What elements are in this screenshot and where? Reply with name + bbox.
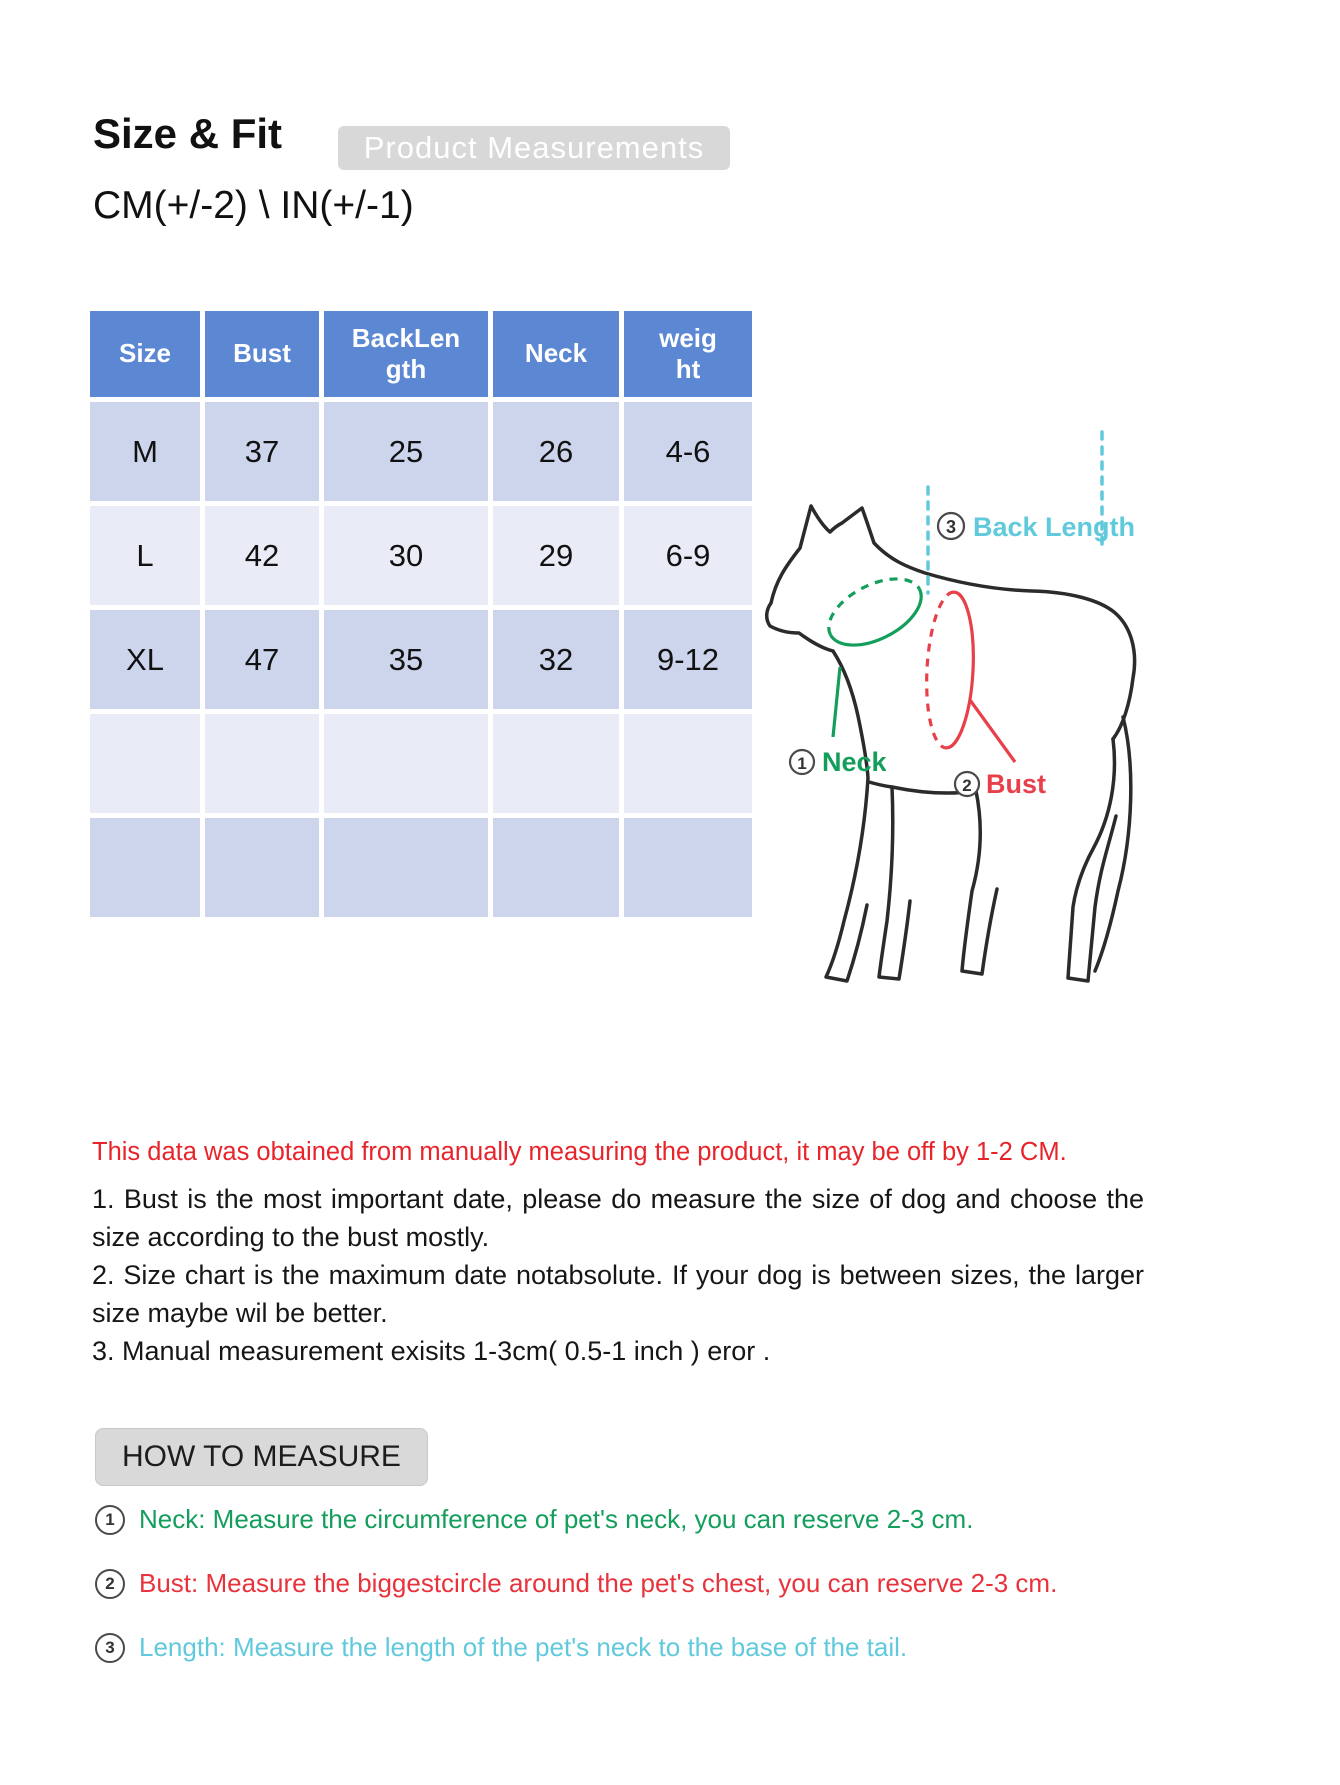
column-header-size (90, 311, 200, 397)
note-item: 1. Bust is the most important date, please do measure the size of dog and choose the size according to the bust mostly. (92, 1184, 1144, 1252)
column-header-bust (205, 311, 319, 397)
back-length-label-text: Back Length (973, 512, 1136, 542)
units-note: CM(+/-2) \ IN(+/-1) (93, 184, 414, 227)
column-header-label: Size (118, 338, 172, 369)
circled-2-icon: 2 (962, 776, 972, 795)
table-row-empty (90, 818, 752, 917)
cell-bust: 47 (205, 610, 319, 709)
cell-bust: 37 (205, 402, 319, 501)
disclaimer-text: This data was obtained from manually measuring the product, it may be off by 1-2 CM. (92, 1138, 1067, 1166)
cell-backlength: 30 (324, 506, 488, 605)
cell-size (90, 818, 200, 917)
bust-pointer-line (970, 700, 1015, 762)
column-header-weight (624, 311, 752, 397)
circled-1-icon: 1 (797, 754, 807, 773)
step-text: Neck: Measure the circumference of pet's neck, you can reserve 2-3 cm. (139, 1504, 974, 1534)
column-header-label: Bust (233, 338, 291, 369)
note-item: 3. Manual measurement exisits 1-3cm( 0.5-1 inch ) eror . (92, 1336, 771, 1366)
cell-size (90, 714, 200, 813)
table-row-empty (90, 714, 752, 813)
how-to-measure-heading: HOW TO MEASURE (95, 1428, 428, 1486)
measure-step-neck (95, 1504, 973, 1535)
product-measurements-badge: Product Measurements (338, 126, 730, 170)
cell-neck: 32 (493, 610, 619, 709)
column-header-label: weight (659, 322, 717, 384)
table-row-l (90, 506, 752, 605)
note-item: 2. Size chart is the maximum date notabsolute. If your dog is between sizes, the larger size maybe wil be better. (92, 1260, 1144, 1328)
circled-3-icon: 3 (95, 1633, 125, 1663)
bust-measure-ellipse (923, 591, 1015, 762)
column-header-label: Neck (524, 338, 588, 369)
measure-step-bust (95, 1568, 1057, 1599)
column-header-label: BackLength (351, 322, 461, 384)
circled-2-icon: 2 (95, 1569, 125, 1599)
step-text: Length: Measure the length of the pet's neck to the base of the tail. (139, 1632, 908, 1662)
cell-neck: 29 (493, 506, 619, 605)
table-header-row (90, 311, 752, 397)
cell-backlength: 25 (324, 402, 488, 501)
neck-label (790, 747, 888, 777)
cell-bust: 42 (205, 506, 319, 605)
cell-neck (493, 818, 619, 917)
neck-label-text: Neck (822, 747, 887, 777)
cell-neck (493, 714, 619, 813)
cell-neck: 26 (493, 402, 619, 501)
cell-size: M (90, 402, 200, 501)
cell-bust (205, 714, 319, 813)
cell-bust (205, 818, 319, 917)
circled-1-icon: 1 (95, 1505, 125, 1535)
dog-measurement-diagram (680, 420, 1140, 1010)
bust-label-text: Bust (986, 769, 1046, 799)
cell-weight: 6-9 (624, 506, 752, 605)
column-header-backlength (324, 311, 488, 397)
cell-size: L (90, 506, 200, 605)
cell-backlength: 35 (324, 610, 488, 709)
cell-weight: 9-12 (624, 610, 752, 709)
back-length-label (938, 512, 1135, 542)
notes-list (92, 1180, 1144, 1370)
table-row-xl (90, 610, 752, 709)
neck-pointer-line (833, 667, 840, 737)
page-title: Size & Fit (93, 110, 283, 157)
bust-label (955, 769, 1046, 799)
column-header-neck (493, 311, 619, 397)
circled-3-icon: 3 (945, 517, 957, 537)
neck-measure-ellipse (818, 565, 932, 737)
cell-backlength (324, 714, 488, 813)
size-chart-table (85, 306, 757, 922)
measure-step-length (95, 1632, 907, 1663)
cell-backlength (324, 818, 488, 917)
dog-outline (767, 506, 1135, 981)
cell-weight: 4-6 (624, 402, 752, 501)
step-text: Bust: Measure the biggestcircle around the pet's chest, you can reserve 2-3 cm. (139, 1568, 1058, 1598)
table-row-m (90, 402, 752, 501)
cell-size: XL (90, 610, 200, 709)
